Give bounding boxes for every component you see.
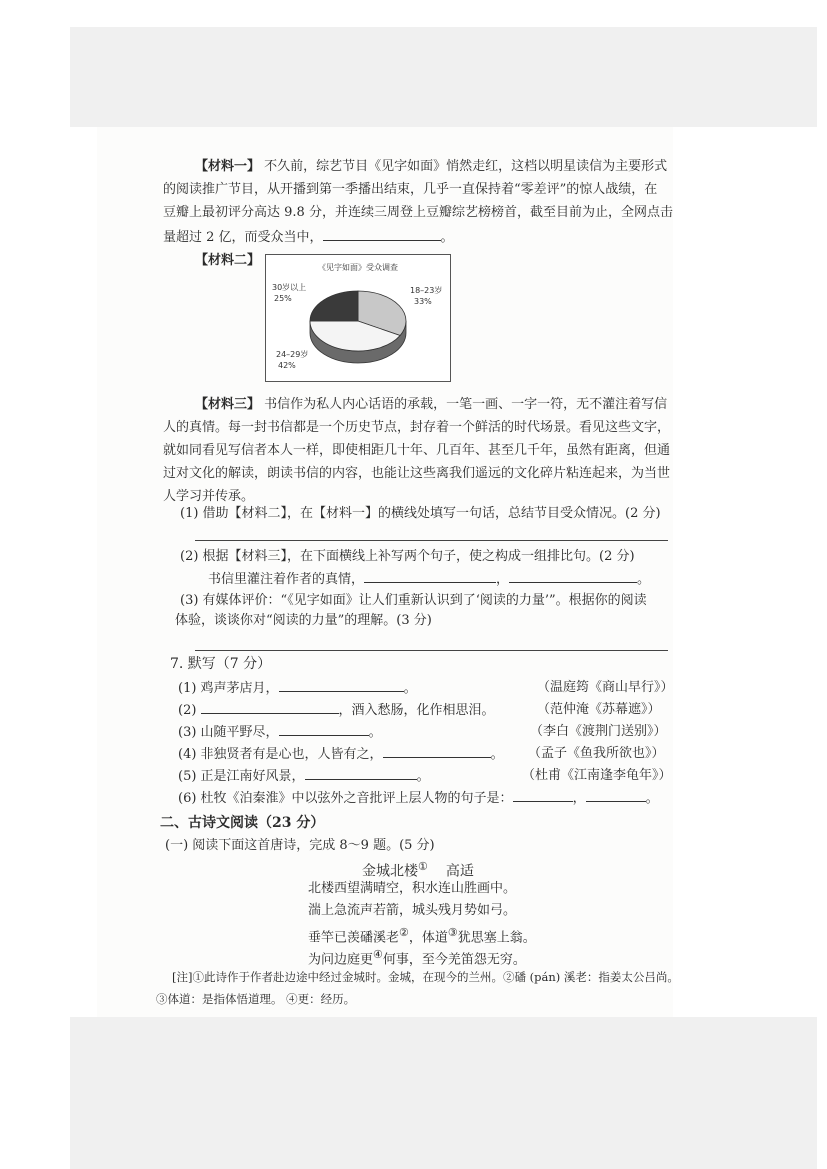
pie-chart-svg	[266, 255, 450, 381]
poem-notes-line1: [注]①此诗作于作者赴边途中经过金城时。金城，在现今的兰州。②磻 (pán) 溪老：指姜太公吕尚。	[172, 970, 679, 984]
q7-source-3: （李白《渡荆门送别》）	[530, 724, 667, 739]
material1-label: 【材料一】	[195, 159, 261, 174]
q7-source-5: （杜甫《江南逢李龟年》）	[522, 768, 672, 783]
material1-answer-blank[interactable]	[323, 228, 441, 241]
q7-source-2: （范仲淹《苏幕遮》）	[537, 702, 661, 717]
chart-title: 《见字如面》受众调查	[318, 263, 398, 272]
q7-item-4: (4) 非独贤者有是心也，人皆有之， 。	[178, 747, 504, 762]
poem-title-line: 金城北楼① 高适	[362, 860, 474, 880]
slice-label-30-plus: 30岁以上	[272, 283, 307, 292]
material1-line2: 的阅读推广节目，从开播到第一季播出结束，几乎一直保持着“零差评”的惊人战绩，在	[163, 182, 658, 197]
poem-title: 金城北楼	[362, 863, 418, 880]
q7-blank-3[interactable]	[279, 723, 369, 736]
material1-line1: 【材料一】 不久前，综艺节目《见字如面》悄然走红，这档以明星读信为主要形式	[195, 159, 668, 174]
question-2: (2) 根据【材料三】，在下面横线上补写两个句子，使之构成一组排比句。(2 分)	[180, 549, 635, 564]
material1-line3: 豆瓣上最初评分高达 9.8 分，并连续三周登上豆瓣综艺榜榜首，截至目前为止，全网点击	[163, 205, 673, 220]
q7-blank-6a[interactable]	[513, 789, 573, 802]
material3-line5: 人学习并传承。	[163, 489, 255, 504]
q7-blank-5[interactable]	[305, 767, 417, 780]
poem-line-1: 北楼西望满晴空，积水连山胜画中。	[308, 881, 517, 896]
pie-layer	[310, 291, 406, 363]
slice-percent-18-23: 33%	[414, 297, 432, 306]
question-3-line2: 体验，谈谈你对“阅读的力量”的理解。(3 分)	[175, 613, 432, 628]
q7-blank-6b[interactable]	[586, 789, 646, 802]
q7-item-2: (2) ，酒入愁肠，化作相思泪。	[178, 703, 495, 718]
section2-sub: (一) 阅读下面这首唐诗，完成 8～9 题。(5 分)	[165, 838, 435, 853]
poem-line-2: 湍上急流声若箭，城头残月势如弓。	[308, 903, 517, 918]
poem-line-4: 为问边庭更④何事，至今羌笛怨无穷。	[308, 948, 526, 968]
material2-label: 【材料二】	[195, 253, 261, 268]
q2-blank-2[interactable]	[509, 570, 637, 583]
slice-label-24-29: 24–29岁	[276, 350, 309, 359]
q7-item-5: (5) 正是江南好风景， 。	[178, 769, 430, 784]
poem-line-3: 垂竿已羡磻溪老②，体道③犹思塞上翁。	[308, 926, 536, 946]
pie-slice-2	[310, 291, 358, 321]
q2-blank-1[interactable]	[364, 570, 496, 583]
q7-blank-4[interactable]	[383, 745, 491, 758]
q3-answer-line[interactable]	[195, 650, 668, 651]
q7-blank-1[interactable]	[279, 679, 404, 692]
top-gray-band	[70, 27, 817, 127]
question-3-line1: (3) 有媒体评价：“《见字如面》让人们重新认识到了‘阅读的力量’”。根据你的阅读	[180, 593, 647, 608]
q7-item-6: (6) 杜牧《泊秦淮》中以弦外之音批评上层人物的句子是： ， 。	[178, 791, 659, 806]
q7-source-4: （孟子《鱼我所欲也》）	[528, 746, 665, 761]
q2-sentence: 书信里灌注着作者的真情， ， 。	[208, 572, 651, 587]
poem-notes-line2: ③体道：是指体悟道理。 ④更：经历。	[156, 992, 356, 1006]
material3-line4: 过对文化的解读，朗读书信的内容，也能让这些离我们遥远的文化碎片粘连起来，为当世	[163, 466, 671, 481]
question-1: (1) 借助【材料二】，在【材料一】的横线处填写一句话，总结节目受众情况。(2 分)	[180, 506, 661, 521]
audience-pie-chart	[265, 254, 451, 382]
q7-heading: 7. 默写（7 分）	[170, 656, 272, 672]
material1-line4: 量超过 2 亿，而受众当中， 。	[163, 230, 454, 245]
q7-source-1: （温庭筠《商山早行》）	[537, 680, 674, 695]
slice-percent-24-29: 42%	[278, 361, 296, 370]
bottom-gray-band	[70, 1017, 817, 1169]
q7-item-3: (3) 山随平野尽， 。	[178, 725, 382, 740]
material3-line1: 【材料三】 书信作为私人内心话语的承载，一笔一画、一字一符，无不灌注着写信	[195, 397, 668, 412]
q7-item-1: (1) 鸡声茅店月， 。	[178, 681, 417, 696]
material3-label: 【材料三】	[195, 397, 261, 412]
q1-answer-line[interactable]	[195, 540, 668, 541]
section2-heading: 二、古诗文阅读（23 分）	[160, 815, 325, 831]
slice-label-18-23: 18–23岁	[410, 286, 443, 295]
poem-author: 高适	[445, 863, 474, 880]
q7-blank-2[interactable]	[201, 701, 339, 714]
material3-line3: 就如同看见写信者本人一样，即使相距几十年、几百年、甚至几千年，虽然有距离，但通	[163, 443, 671, 458]
slice-percent-30-plus: 25%	[274, 294, 292, 303]
material3-line2: 人的真情。每一封书信都是一个历史节点，封存着一个鲜活的时代场景。看见这些文字，	[163, 420, 671, 435]
